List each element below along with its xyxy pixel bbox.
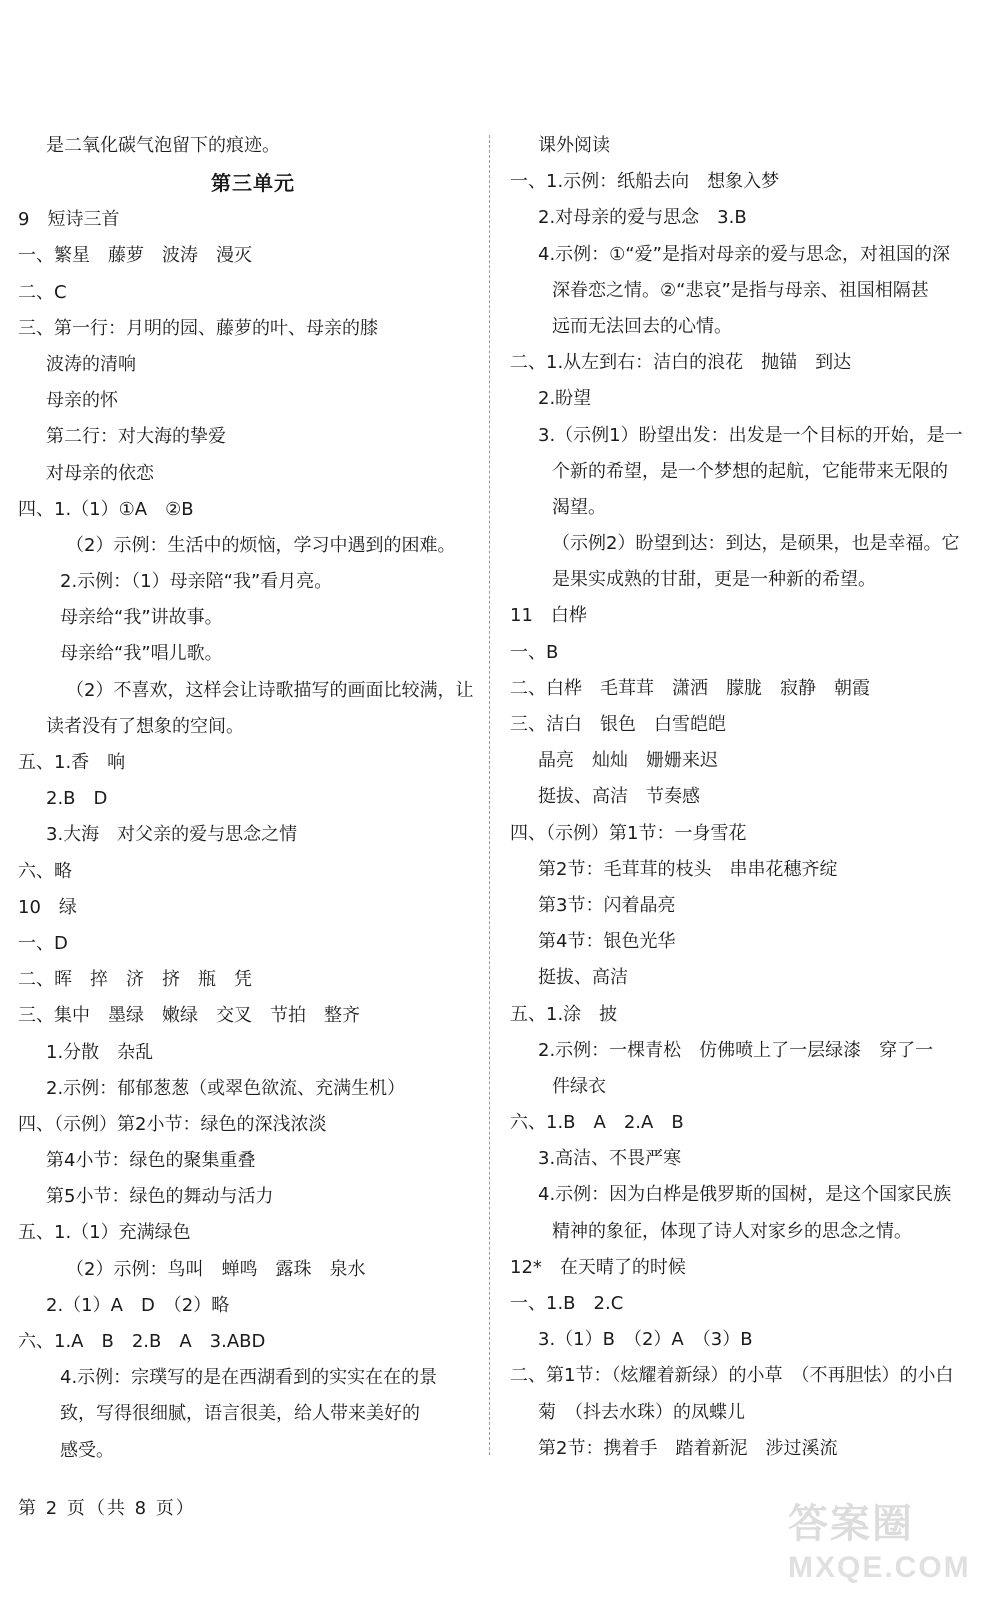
watermark-brand: 答案圈: [788, 1501, 914, 1547]
answer-line: 一、1.B 2.C: [510, 1293, 624, 1314]
answer-line: 渴望。: [552, 496, 606, 518]
answer-line: 第4节：银色光华: [538, 931, 676, 953]
column-divider: [489, 135, 490, 1455]
answer-line: 远而无法回去的心情。: [552, 315, 732, 337]
answer-line: 波涛的清响: [46, 353, 136, 375]
answer-line: 第2节：携着手 踏着新泥 涉过溪流: [538, 1437, 838, 1459]
answer-line: 一、繁星 藤萝 波涛 漫灭: [18, 245, 252, 267]
answer-line: 五、1.涂 披: [510, 1003, 618, 1025]
answer-line: 读者没有了想象的空间。: [46, 715, 244, 737]
lesson-heading: 12* 在天晴了的时候: [510, 1256, 686, 1278]
answer-line: 4.示例：①“爱”是指对母亲的爱与思念，对祖国的深: [538, 243, 950, 265]
answer-line: 深眷恋之情。②“悲哀”是指与母亲、祖国相隔甚: [552, 279, 929, 301]
answer-line: （2）不喜欢，这样会让诗歌描写的画面比较满，让: [66, 679, 474, 701]
unit-title: 第三单元: [211, 171, 295, 196]
answer-line: 三、集中 墨绿 嫩绿 交叉 节拍 整齐: [18, 1005, 360, 1027]
answer-line: 2.对母亲的爱与思念 3.B: [538, 207, 747, 229]
answer-line: 二、第1节：（炫耀着新绿）的小草 （不再胆怯）的小白: [510, 1365, 954, 1387]
answer-line: （2）示例：鸟叫 蝉鸣 露珠 泉水: [66, 1258, 366, 1280]
answer-line: 挺拔、高洁 节奏感: [538, 786, 700, 808]
answer-line: 个新的希望，是一个梦想的起航，它能带来无限的: [552, 460, 948, 482]
answer-line: 4.示例：因为白桦是俄罗斯的国树，是这个国家民族: [538, 1184, 952, 1206]
answer-line: 感受。: [60, 1439, 114, 1461]
lesson-heading: 10 绿: [18, 896, 77, 918]
answer-line: 件绿衣: [552, 1075, 606, 1097]
answer-line: 母亲的怀: [46, 390, 118, 412]
answer-line: 六、1.A B 2.B A 3.ABD: [18, 1331, 266, 1352]
answer-line: 六、1.B A 2.A B: [510, 1112, 684, 1134]
answer-line: 六、略: [18, 860, 72, 882]
answer-line: 五、1.（1）充满绿色: [18, 1222, 191, 1244]
answer-line: 二、白桦 毛茸茸 潇洒 朦胧 寂静 朝霞: [510, 677, 870, 699]
answer-line: 菊 （抖去水珠）的凤蝶儿: [538, 1401, 745, 1423]
answer-line: 3.大海 对父亲的爱与思念之情: [46, 824, 298, 846]
answer-line: 一、B: [510, 641, 559, 663]
answer-line: 2.示例：一棵青松 仿佛喷上了一层绿漆 穿了一: [538, 1039, 934, 1061]
answer-line: 对母亲的依恋: [46, 462, 154, 484]
answer-line: 2.示例：（1）母亲陪“我”看月亮。: [60, 571, 333, 593]
answer-line: 二、晖 捽 济 挤 瓶 凭: [18, 969, 252, 991]
answer-line: 四、1.（1）①A ②B: [18, 498, 194, 520]
answer-line: 第3节：闪着晶亮: [538, 894, 676, 916]
answer-line: 五、1.香 响: [18, 752, 126, 773]
answer-line: 2.B D: [46, 788, 108, 810]
answer-line: 3.高洁、不畏严寒: [538, 1148, 682, 1170]
answer-line: 一、1.示例：纸船去向 想象入梦: [510, 171, 780, 193]
answer-line: 2.示例：郁郁葱葱（或翠色欲流、充满生机）: [46, 1077, 406, 1099]
answer-line: 第2节：毛茸茸的枝头 串串花穗齐绽: [538, 858, 838, 880]
answer-line: 母亲给“我”唱儿歌。: [60, 643, 223, 665]
answer-line: 3.（1）B （2）A （3）B: [538, 1329, 753, 1351]
answer-line: 晶亮 灿灿 姗姗来迟: [538, 750, 718, 772]
answer-line: （2）示例：生活中的烦恼，学习中遇到的困难。: [66, 534, 456, 556]
lesson-heading: 9 短诗三首: [18, 209, 120, 231]
answer-line: 一、D: [18, 932, 68, 954]
answer-line: 2.（1）A D （2）略: [46, 1294, 230, 1316]
answer-line: 挺拔、高洁: [538, 967, 628, 989]
lesson-heading: 11 白桦: [510, 605, 587, 627]
answer-line: 第5小节：绿色的舞动与活力: [46, 1186, 274, 1208]
watermark-logo: [788, 1500, 978, 1598]
right-column: [510, 128, 980, 1467]
answer-line: 二、C: [18, 281, 67, 303]
answer-line: 三、洁白 银色 白雪皑皑: [510, 714, 726, 735]
section-heading: 课外阅读: [538, 135, 610, 156]
answer-line: 1.分散 杂乱: [46, 1041, 154, 1063]
answer-line: 三、第一行：月明的园、藤萝的叶、母亲的膝: [18, 317, 378, 339]
answer-line: 4.示例：宗璞写的是在西湖看到的实实在在的景: [60, 1367, 438, 1389]
left-column: [18, 128, 488, 1469]
answer-line: （示例2）盼望到达：到达，是硕果，也是幸福。它: [552, 533, 960, 555]
answer-line: 四、（示例）第2小节：绿色的深浅浓淡: [18, 1113, 327, 1135]
answer-line: 2.盼望: [538, 388, 592, 410]
watermark-url: MXQE.COM: [788, 1551, 971, 1584]
answer-line: 四、（示例）第1节：一身雪花: [510, 822, 747, 844]
answer-line: 母亲给“我”讲故事。: [60, 607, 223, 629]
answer-line: 致，写得很细腻，语言很美，给人带来美好的: [60, 1403, 420, 1425]
answer-line: 第4小节：绿色的聚集重叠: [46, 1150, 256, 1172]
answer-line: 是果实成熟的甘甜，更是一种新的希望。: [552, 569, 876, 591]
page-number: 第 2 页（共 8 页）: [18, 1498, 196, 1519]
answer-line: 精神的象征，体现了诗人对家乡的思念之情。: [552, 1220, 912, 1242]
answer-line: 二、1.从左到右：洁白的浪花 抛锚 到达: [510, 352, 852, 374]
answer-line: 是二氧化碳气泡留下的痕迹。: [46, 135, 280, 156]
answer-line: 第二行：对大海的挚爱: [46, 426, 226, 448]
answer-line: 3.（示例1）盼望出发：出发是一个目标的开始，是一: [538, 424, 963, 446]
